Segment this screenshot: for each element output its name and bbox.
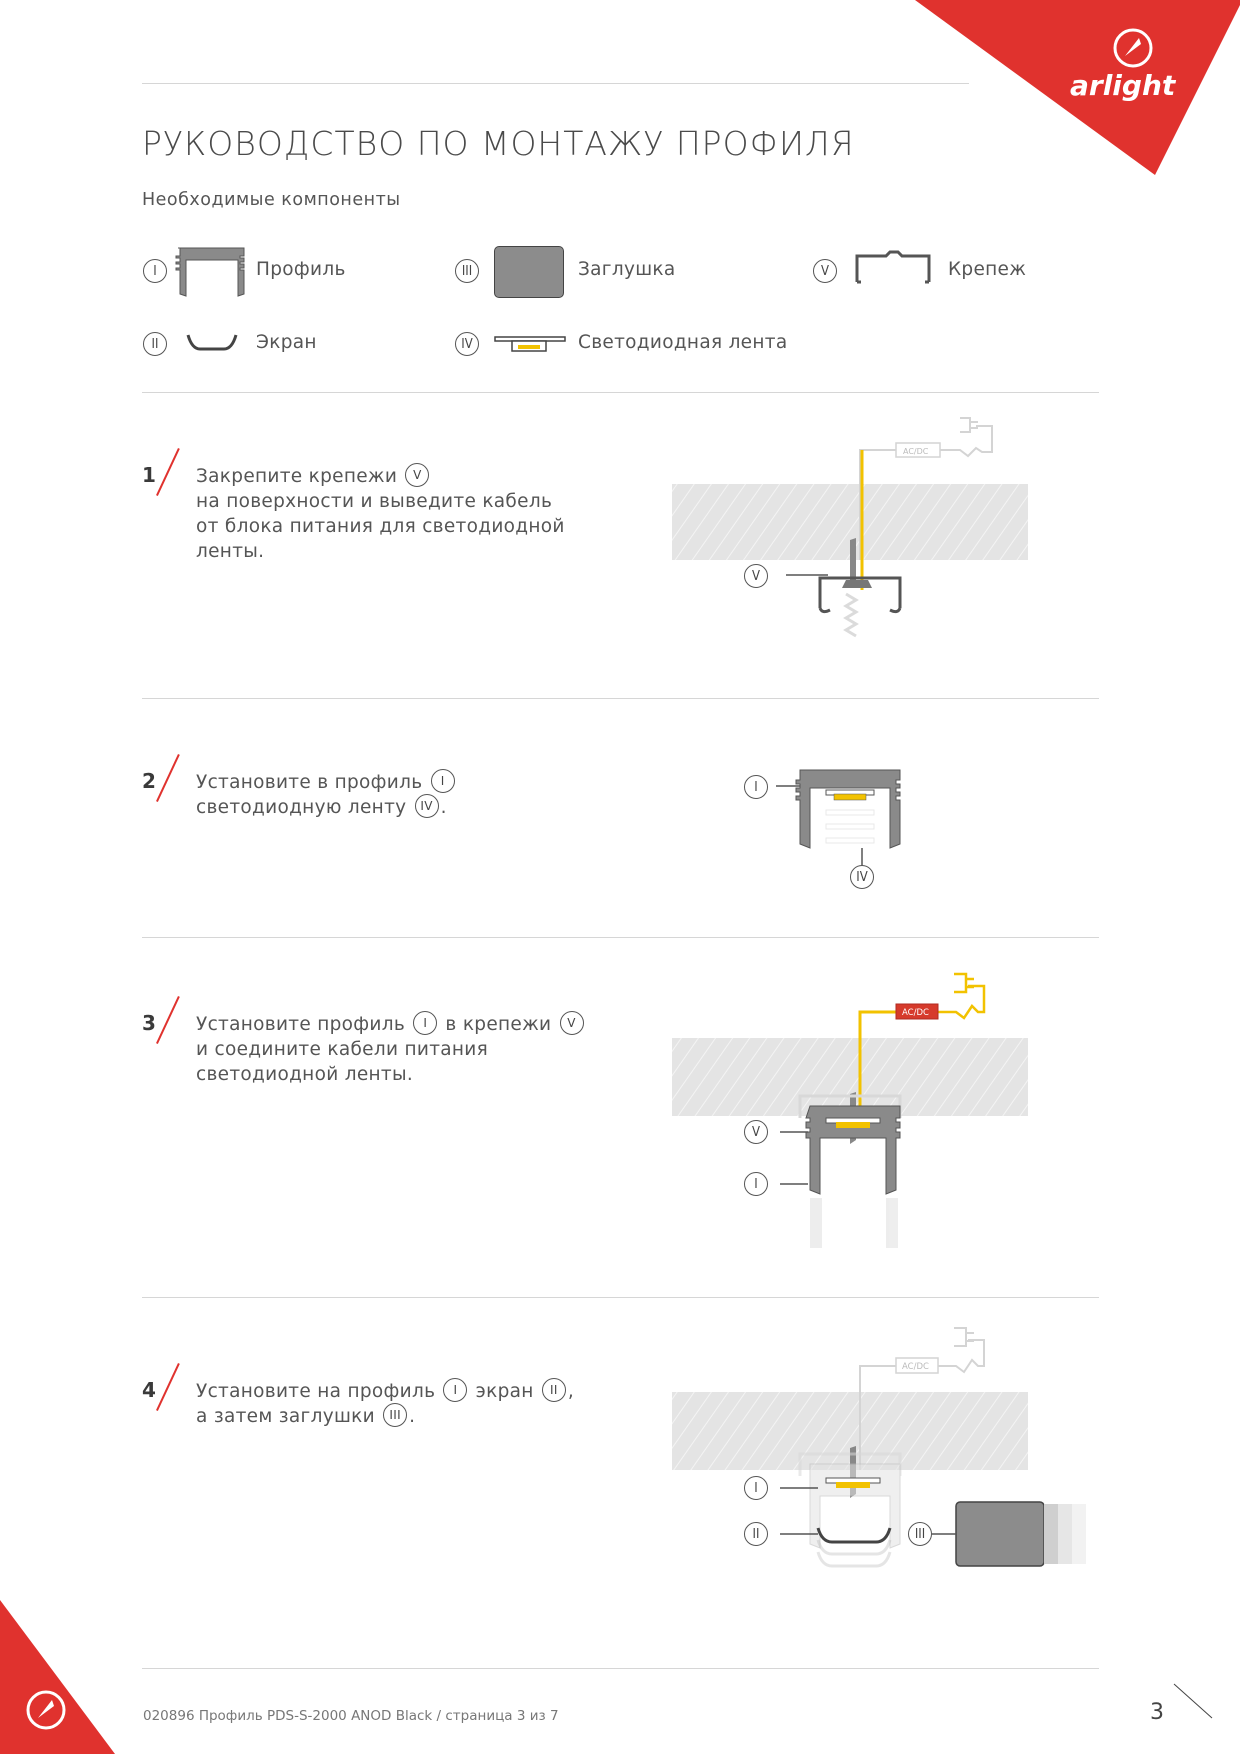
section-divider xyxy=(142,698,1099,699)
component-label-endcap: Заглушка xyxy=(578,259,676,280)
step-4-callout-II: II xyxy=(744,1522,768,1546)
profile-icon xyxy=(176,246,246,298)
step-3-callout-I: I xyxy=(744,1172,768,1196)
endcap-shape xyxy=(956,1502,1044,1566)
step-3-number: 3 xyxy=(142,1011,156,1035)
psu-label: AC/DC xyxy=(902,1008,929,1018)
roman-badge-IV: IV xyxy=(455,332,479,356)
roman-badge-I: I xyxy=(143,259,167,283)
component-label-diffuser: Экран xyxy=(256,332,317,353)
mount-clip-icon xyxy=(852,250,934,288)
step-3-text: Установите профиль I в крепежи V и соедините кабели питания светодиодной ленты. xyxy=(196,1012,586,1087)
step-2-number: 2 xyxy=(142,769,156,793)
footer-text: 020896 Профиль PDS-S-2000 ANOD Black / страница 3 из 7 xyxy=(143,1708,559,1724)
component-label-mount: Крепеж xyxy=(948,259,1027,280)
psu-label: AC/DC xyxy=(902,1362,929,1372)
roman-badge-V: V xyxy=(813,259,837,283)
roman-badge-II: II xyxy=(143,332,167,356)
inline-badge-I: I xyxy=(431,769,455,793)
arlight-logo-text: arlight xyxy=(1070,69,1176,102)
page-corner-line xyxy=(1172,1682,1216,1722)
psu-label: AC/DC xyxy=(903,447,929,456)
step-1-text: Закрепите крепежи V на поверхности и выведите кабель от блока питания для светодиодной ленты. xyxy=(196,464,565,564)
inline-badge-V: V xyxy=(560,1011,584,1035)
step-2-callout-I: I xyxy=(744,775,768,799)
step-1-diagram xyxy=(660,410,1060,650)
section-divider xyxy=(142,937,1099,938)
step-4-callout-I: I xyxy=(744,1476,768,1500)
component-label-led-strip: Светодиодная лента xyxy=(578,332,788,353)
step-3-slash xyxy=(156,996,180,1044)
corner-logo-bottom xyxy=(0,1600,120,1754)
inline-badge-V: V xyxy=(405,463,429,487)
step-2-diagram xyxy=(790,766,910,866)
inline-badge-II: II xyxy=(542,1378,566,1402)
diffuser-icon xyxy=(186,333,238,355)
step-4-callout-III: III xyxy=(908,1522,932,1546)
footer-rule xyxy=(142,1668,1099,1669)
led-strip-icon xyxy=(494,336,566,354)
section-divider xyxy=(142,1297,1099,1298)
top-rule xyxy=(142,83,969,84)
step-1-slash xyxy=(156,448,180,496)
inline-badge-I: I xyxy=(443,1378,467,1402)
components-subtitle: Необходимые компоненты xyxy=(142,190,401,210)
section-divider xyxy=(142,392,1099,393)
inline-badge-IV: IV xyxy=(415,794,439,818)
corner-logo-top xyxy=(915,0,1240,175)
component-label-profile: Профиль xyxy=(256,259,346,280)
step-4-number: 4 xyxy=(142,1378,156,1402)
step-2-callout-IV: IV xyxy=(850,865,874,889)
step-1-callout-V: V xyxy=(744,564,768,588)
inline-badge-I: I xyxy=(413,1011,437,1035)
inline-badge-III: III xyxy=(383,1403,407,1427)
endcap-icon xyxy=(494,246,564,298)
roman-badge-III: III xyxy=(455,259,479,283)
step-4-text: Установите на профиль I экран II , а затем заглушки III . xyxy=(196,1379,574,1429)
page-title: РУКОВОДСТВО ПО МОНТАЖУ ПРОФИЛЯ xyxy=(142,124,855,163)
step-3-callout-V: V xyxy=(744,1120,768,1144)
page-number: 3 xyxy=(1150,1700,1164,1725)
step-2-slash xyxy=(156,754,180,802)
step-1-number: 1 xyxy=(142,463,156,487)
step-4-diagram xyxy=(660,1318,1120,1598)
step-4-slash xyxy=(156,1363,180,1411)
step-2-text: Установите в профиль I светодиодную ленту IV . xyxy=(196,770,457,820)
step-3-diagram xyxy=(660,970,1060,1260)
